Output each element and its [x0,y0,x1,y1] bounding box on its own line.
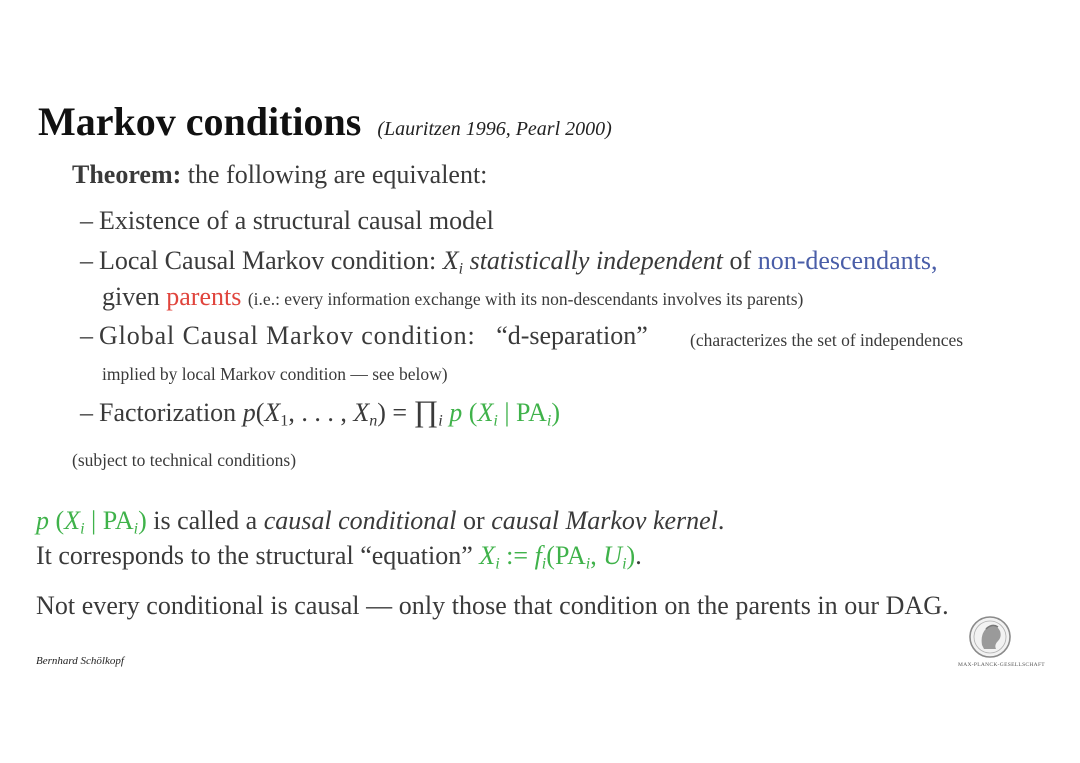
dash: – [80,398,93,427]
theorem-text: the following are equivalent: [187,160,488,189]
list-item-local-markov [80,246,937,276]
theorem-line [72,160,487,190]
list-item-global-markov [80,321,648,351]
global-note-1: (characterizes the set of independences [690,330,964,350]
title-text: Markov conditions [38,99,362,144]
global-dsep: “d-separation” [496,321,648,350]
factorization-formula: $p(X_1$, . . . , $X_n$) = $\prod_i$ p ($X_i$ | $PA_i$) [242,395,561,430]
factor-prefix: Factorization [99,398,237,427]
equation-prefix: It corresponds to the structural “equation” [36,541,473,570]
causal-markov-kernel-term: causal Markov kernel [491,506,718,535]
logo-caption: MAX-PLANCK-GESELLSCHAFT [958,662,1045,668]
kernel-text: is called a [153,506,258,535]
dash: – [80,246,93,275]
global-note-2: implied by local Markov condition — see below) [102,364,448,384]
non-descendants-term: non-descendants, [757,246,938,275]
local-prefix: Local Causal Markov condition: [99,246,437,275]
minerva-seal-icon [960,615,1024,663]
local-markov-continuation [102,282,803,312]
dash: – [80,321,93,350]
kernel-line: p ($X_i$ | $PA_i$) is called a causal conditional or causal Markov kernel. [36,506,725,538]
global-prefix: Global Causal Markov condition: [99,321,476,350]
title-citation: (Lauritzen 1996, Pearl 2000) [377,118,612,140]
author-name: Bernhard Schölkopf [36,655,124,667]
local-italic: statistically independent [469,246,724,275]
math-xi: $X_i$ [442,246,464,278]
not-every-line: Not every conditional is causal — only those that condition on the parents in our DAG. [36,591,949,620]
theorem-label: Theorem: [72,160,182,189]
local-of: of [729,246,752,275]
subject-note: (subject to technical conditions) [72,450,297,470]
list-item-scm [80,206,494,236]
equation-line: It corresponds to the structural “equation” $X_i$ := $f_i(PA_i$, $U_i$). [36,541,642,573]
local-note: (i.e.: every information exchange with its non-descendants involves its parents) [247,289,804,309]
max-planck-logo [960,615,1024,667]
parents-term: parents [166,282,242,311]
dash: – [80,206,93,235]
kernel-or: or [463,506,485,535]
kernel-formula: p ($X_i$ | $PA_i$) [36,506,147,538]
list-item-factorization [80,395,560,429]
structural-equation: $X_i$ := $f_i(PA_i$, $U_i$) [479,541,636,573]
local-given: given [102,282,160,311]
item-scm-text: Existence of a structural causal model [99,206,494,235]
slide-title [38,98,612,145]
causal-conditional-term: causal conditional [263,506,457,535]
